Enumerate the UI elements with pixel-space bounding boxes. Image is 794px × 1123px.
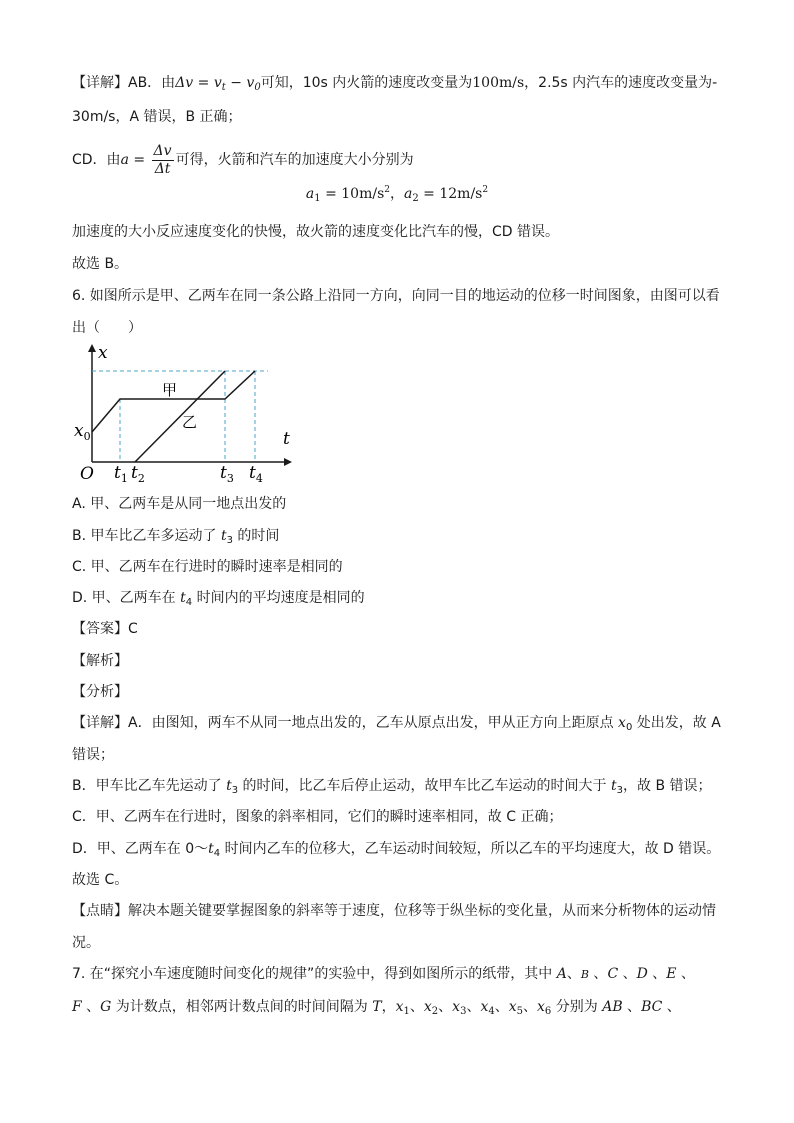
delta-v-formula: $\Delta v = v_t - v_0$ bbox=[175, 75, 261, 93]
q6-detail-b: B．甲车比乙车先运动了 $t_3$ 的时间，比乙车后停止运动，故甲车比乙车运动的时间大于 $t_3$，故 B 错误； bbox=[72, 778, 712, 796]
q6-dianjing-line1: 【点睛】解决本题关键要掌握图象的斜率等于速度，位移等于纵坐标的变化量，从而来分析物体的运动情 bbox=[72, 903, 716, 919]
select-b: 故选 B。 bbox=[72, 256, 129, 272]
q6-select: 故选 C。 bbox=[72, 872, 129, 888]
t1-label: $t_1$ bbox=[114, 463, 128, 485]
q6-detail-c: C．甲、乙两车在行进时，图象的斜率相同，它们的瞬时速率相同，故 C 正确； bbox=[72, 809, 563, 825]
x0-label: $x_0$ bbox=[74, 421, 91, 443]
q6-option-d: D. 甲、乙两车在 $t_4$ 时间内的平均速度是相同的 bbox=[72, 590, 365, 608]
q6-option-a: A. 甲、乙两车是从同一地点出发的 bbox=[72, 496, 287, 512]
xt-graph bbox=[72, 340, 302, 485]
q6-jiexi: 【解析】 bbox=[72, 653, 128, 669]
q6-detail-a-line1: 【详解】A．由图知，两车不从同一地点出发的，乙车从原点出发，甲从正方向上距原点 $x_0$ 处出发，故 A bbox=[72, 715, 721, 733]
q6-fenxi: 【分析】 bbox=[72, 684, 128, 700]
accel-values: $a_1 = 10m/s^2$，$a_2 = 12m/s^2$ bbox=[305, 185, 489, 204]
q6-answer: 【答案】C bbox=[72, 621, 138, 637]
q6-title-line2: 出（ ） bbox=[72, 320, 142, 336]
q6-dianjing-line2: 况。 bbox=[72, 935, 100, 951]
t3-label: $t_3$ bbox=[220, 463, 234, 485]
q7-line2: F 、G 为计数点，相邻两计数点间的时间间隔为 T，$x_1$、$x_2$、$x_3$、$x_4$、$x_5$、$x_6$ 分别为 AB 、BC 、 bbox=[72, 999, 681, 1017]
x-axis-label: x bbox=[98, 343, 108, 363]
origin-label: O bbox=[80, 464, 94, 484]
yi-label: 乙 bbox=[182, 413, 198, 431]
t2-label: $t_2$ bbox=[131, 463, 145, 485]
q6-detail-a-line2: 错误； bbox=[72, 747, 114, 763]
q7-line1: 7. 在“探究小车速度随时间变化的规律”的实验中，得到如图所示的纸带，其中 A、B 、C 、D 、E 、 bbox=[72, 966, 695, 982]
t-axis-arrow bbox=[284, 458, 292, 466]
detail-cd-line: CD．由a = $\frac{\Delta v}{\Delta t}$ 可得，火箭和汽车的加速度大小分别为 bbox=[72, 142, 414, 177]
q6-option-b: B. 甲车比乙车多运动了 $t_3$ 的时间 bbox=[72, 528, 280, 546]
detail-conclusion: 加速度的大小反应速度变化的快慢，故火箭的速度变化比汽车的慢，CD 错误。 bbox=[72, 224, 560, 240]
accel-fraction: $\frac{\Delta v}{\Delta t}$ bbox=[153, 142, 172, 177]
t4-label: $t_4$ bbox=[249, 463, 263, 485]
q6-option-c: C. 甲、乙两车在行进时的瞬时速率是相同的 bbox=[72, 559, 343, 575]
yi-line bbox=[135, 371, 225, 462]
t-axis-label: t bbox=[283, 429, 290, 449]
q6-title-line1: 6. 如图所示是甲、乙两车在同一条公路上沿同一方向，向同一目的地运动的位移一时间图象，由图可以看 bbox=[72, 288, 720, 304]
x-axis-arrow bbox=[88, 344, 96, 352]
jia-label: 甲 bbox=[162, 381, 178, 399]
detail-ab-line2: 30m/s，A 错误，B 正确； bbox=[72, 109, 242, 125]
q6-detail-d: D．甲、乙两车在 $0\sim t_4$ 时间内乙车的位移大，乙车运动时间较短，所以乙车的平均速度大，故 D 错误。 bbox=[72, 841, 721, 859]
detail-ab-line1: 【详解】AB．由$\Delta v = v_t - v_0$可知，10s 内火箭的速度改变量为100m/s，2.5s 内汽车的速度改变量为- bbox=[72, 75, 718, 93]
